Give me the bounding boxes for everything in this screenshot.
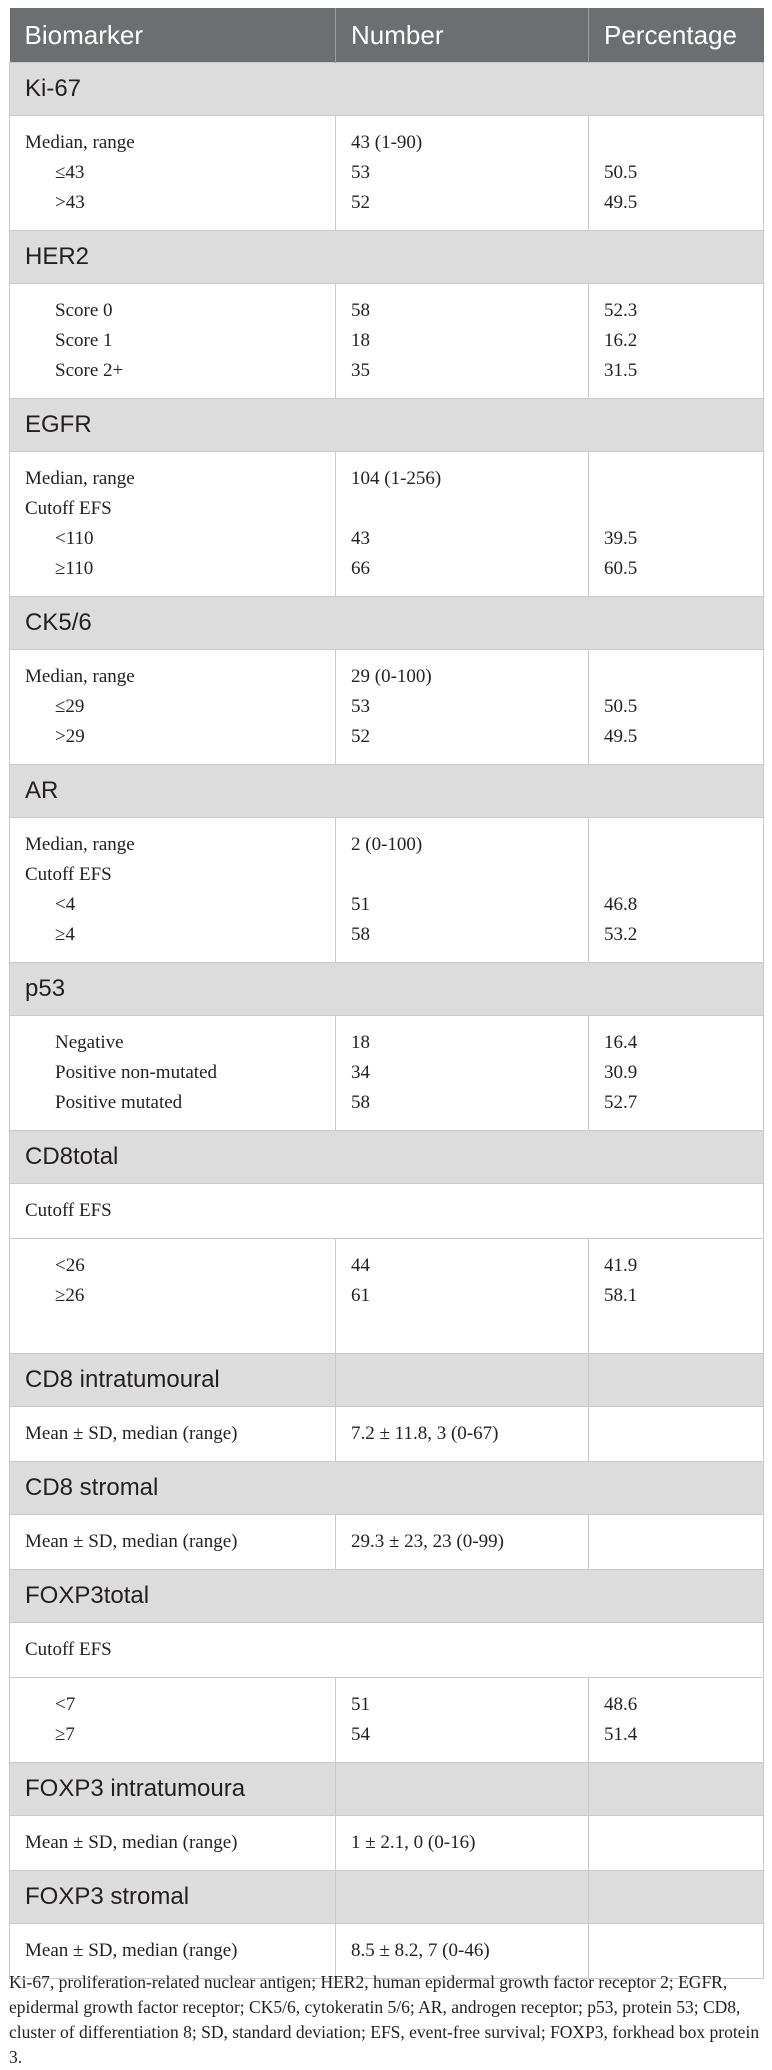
section-body-foxp3-intratumoura [10, 1816, 764, 1871]
header-percentage: Percentage [589, 8, 764, 63]
row-percentage: 16.2 [604, 330, 638, 351]
row-label: <26 [55, 1255, 85, 1276]
percentage-cell [589, 116, 764, 231]
header-number: Number [336, 8, 589, 63]
section-title-empty-cell [336, 1871, 589, 1924]
row-percentage: 50.5 [604, 162, 638, 183]
row-label: >43 [55, 192, 85, 213]
number-cell [336, 1678, 589, 1763]
section-body-ki-67 [10, 116, 764, 231]
row-label [10, 1311, 335, 1341]
biomarker-cell [10, 452, 336, 597]
row-label: ≤43 [55, 162, 85, 183]
section-header-foxp3total [10, 1570, 764, 1623]
row-percentage: 46.8 [604, 894, 638, 915]
section-title: CD8 stromal [10, 1462, 764, 1515]
row-label: Positive mutated [55, 1092, 183, 1113]
table-body [10, 63, 764, 1979]
biomarker-cell [10, 1816, 336, 1871]
biomarker-cell [10, 1016, 336, 1131]
biomarker-cell [10, 284, 336, 399]
row-label: <4 [55, 894, 76, 915]
biomarker-cell [10, 650, 336, 765]
biomarker-table-container [9, 8, 763, 1979]
row-label: Cutoff EFS [25, 864, 112, 885]
number-cell [336, 452, 589, 597]
row-number: 29 (0-100) [351, 666, 432, 687]
row-number: 29.3 ± 23, 23 (0-99) [351, 1531, 504, 1552]
row-label: Median, range [25, 468, 135, 489]
row-label: Mean ± SD, median (range) [25, 1531, 238, 1552]
row-label: Mean ± SD, median (range) [25, 1423, 238, 1444]
row-percentage: 58.1 [604, 1285, 638, 1306]
number-cell [336, 1239, 589, 1354]
table-header [10, 8, 764, 63]
section-title: CD8total [10, 1131, 764, 1184]
section-title: CK5/6 [10, 597, 764, 650]
number-cell [336, 116, 589, 231]
row-percentage [589, 860, 763, 890]
number-cell [336, 1515, 589, 1570]
section-body-egfr [10, 452, 764, 597]
biomarker-cell [10, 1678, 336, 1763]
section-note-row [10, 1623, 764, 1678]
row-percentage: 52.3 [604, 300, 638, 321]
row-label: Median, range [25, 666, 135, 687]
number-cell [336, 818, 589, 963]
biomarker-cell [10, 1515, 336, 1570]
row-number: 7.2 ± 11.8, 3 (0-67) [351, 1423, 499, 1444]
section-body-foxp3total [10, 1678, 764, 1763]
row-number: 53 [351, 162, 370, 183]
row-label: Score 0 [55, 300, 113, 321]
row-percentage: 50.5 [604, 696, 638, 717]
row-percentage: 60.5 [604, 558, 638, 579]
row-number: 43 [351, 528, 370, 549]
percentage-cell [589, 1678, 764, 1763]
percentage-cell [589, 650, 764, 765]
section-title: EGFR [10, 399, 764, 452]
section-body-p53 [10, 1016, 764, 1131]
section-note: Cutoff EFS [25, 1200, 112, 1221]
row-label: Mean ± SD, median (range) [25, 1940, 238, 1961]
row-percentage: 41.9 [604, 1255, 638, 1276]
row-label: Positive non-mutated [55, 1062, 218, 1083]
section-title: HER2 [10, 231, 764, 284]
row-number [336, 494, 588, 524]
table-footnote: Ki-67, proliferation-related nuclear antigen; HER2, human epidermal growth factor receptor 2; EGFR, epidermal growth factor receptor; CK5/6, cytokeratin 5/6; AR, androgen receptor; p53, protein 53; CD8, cluster of differentiation 8; SD, standard deviation; EFS, event-free survival; FOXP3, forkhead box protein 3. [9, 1972, 760, 2067]
section-header-cd8-intratumoural [10, 1354, 764, 1407]
number-cell [336, 1407, 589, 1462]
section-body-ar [10, 818, 764, 963]
row-number: 66 [351, 558, 370, 579]
row-percentage [589, 1936, 763, 1966]
section-body-cd8-intratumoural [10, 1407, 764, 1462]
section-title-empty-cell [336, 1354, 589, 1407]
section-header-cd8-stromal [10, 1462, 764, 1515]
row-label: ≥26 [55, 1285, 85, 1306]
row-percentage: 52.7 [604, 1092, 638, 1113]
biomarker-table [9, 8, 764, 1979]
row-label: <110 [55, 528, 94, 549]
section-title: FOXP3 stromal [10, 1871, 336, 1924]
row-number [336, 1311, 588, 1341]
row-number: 54 [351, 1724, 370, 1745]
section-note-cell [10, 1184, 764, 1239]
number-cell [336, 1016, 589, 1131]
percentage-cell [589, 452, 764, 597]
percentage-cell [589, 818, 764, 963]
row-number: 18 [351, 330, 370, 351]
row-percentage: 49.5 [604, 726, 638, 747]
row-number: 18 [351, 1032, 370, 1053]
section-title-empty-cell [589, 1871, 764, 1924]
section-header-foxp3-stromal [10, 1871, 764, 1924]
row-number: 61 [351, 1285, 370, 1306]
row-percentage [589, 1419, 763, 1449]
row-percentage [589, 1311, 763, 1341]
row-number: 51 [351, 894, 370, 915]
percentage-cell [589, 1407, 764, 1462]
row-number: 8.5 ± 8.2, 7 (0-46) [351, 1940, 490, 1961]
row-number: 51 [351, 1694, 370, 1715]
percentage-cell [589, 1816, 764, 1871]
row-percentage [589, 830, 763, 860]
section-note-row [10, 1184, 764, 1239]
number-cell [336, 650, 589, 765]
section-title: AR [10, 765, 764, 818]
row-number: 43 (1-90) [351, 132, 423, 153]
row-percentage: 51.4 [604, 1724, 638, 1745]
percentage-cell [589, 1239, 764, 1354]
row-label: Median, range [25, 834, 135, 855]
number-cell [336, 284, 589, 399]
biomarker-cell [10, 1239, 336, 1354]
section-note-cell [10, 1623, 764, 1678]
row-number: 35 [351, 360, 370, 381]
section-header-p53 [10, 963, 764, 1016]
row-label: Score 2+ [55, 360, 124, 381]
row-number: 52 [351, 726, 370, 747]
row-percentage: 16.4 [604, 1032, 638, 1053]
row-number: 34 [351, 1062, 370, 1083]
row-label: ≥4 [55, 924, 75, 945]
row-number: 52 [351, 192, 370, 213]
biomarker-cell [10, 818, 336, 963]
row-number [336, 860, 588, 890]
section-header-her2 [10, 231, 764, 284]
row-percentage: 53.2 [604, 924, 638, 945]
section-header-ki-67 [10, 63, 764, 116]
number-cell [336, 1816, 589, 1871]
section-title: CD8 intratumoural [10, 1354, 336, 1407]
section-title: FOXP3 intratumoura [10, 1763, 336, 1816]
section-body-cd8-stromal [10, 1515, 764, 1570]
row-number: 104 (1-256) [351, 468, 442, 489]
row-percentage [589, 128, 763, 158]
row-percentage [589, 1828, 763, 1858]
row-label: ≥110 [55, 558, 94, 579]
section-header-cd8total [10, 1131, 764, 1184]
section-header-egfr [10, 399, 764, 452]
section-title: Ki-67 [10, 63, 764, 116]
section-body-her2 [10, 284, 764, 399]
row-label: Score 1 [55, 330, 113, 351]
row-percentage [589, 494, 763, 524]
section-header-ar [10, 765, 764, 818]
row-number: 58 [351, 300, 370, 321]
section-title: p53 [10, 963, 764, 1016]
row-label: Mean ± SD, median (range) [25, 1832, 238, 1853]
header-biomarker: Biomarker [10, 8, 336, 63]
row-number: 1 ± 2.1, 0 (0-16) [351, 1832, 476, 1853]
row-label: ≥7 [55, 1724, 75, 1745]
row-percentage: 39.5 [604, 528, 638, 549]
row-number: 2 (0-100) [351, 834, 423, 855]
row-percentage: 48.6 [604, 1694, 638, 1715]
section-title-empty-cell [589, 1763, 764, 1816]
section-body-ck5-6 [10, 650, 764, 765]
biomarker-cell [10, 116, 336, 231]
row-percentage [589, 662, 763, 692]
row-number: 53 [351, 696, 370, 717]
row-number: 58 [351, 1092, 370, 1113]
row-label: Median, range [25, 132, 135, 153]
section-title: FOXP3total [10, 1570, 764, 1623]
row-label: ≤29 [55, 696, 85, 717]
section-body-cd8total [10, 1239, 764, 1354]
percentage-cell [589, 1016, 764, 1131]
row-label: <7 [55, 1694, 76, 1715]
section-header-ck5-6 [10, 597, 764, 650]
row-percentage: 49.5 [604, 192, 638, 213]
row-number: 58 [351, 924, 370, 945]
row-percentage: 30.9 [604, 1062, 638, 1083]
row-percentage: 31.5 [604, 360, 638, 381]
section-title-empty-cell [336, 1763, 589, 1816]
row-number: 44 [351, 1255, 370, 1276]
row-percentage [589, 464, 763, 494]
row-label: Cutoff EFS [25, 498, 112, 519]
row-percentage [589, 1527, 763, 1557]
section-note: Cutoff EFS [25, 1639, 112, 1660]
percentage-cell [589, 284, 764, 399]
section-header-foxp3-intratumoura [10, 1763, 764, 1816]
percentage-cell [589, 1515, 764, 1570]
row-label: Negative [55, 1032, 124, 1053]
row-label: >29 [55, 726, 85, 747]
biomarker-cell [10, 1407, 336, 1462]
section-title-empty-cell [589, 1354, 764, 1407]
